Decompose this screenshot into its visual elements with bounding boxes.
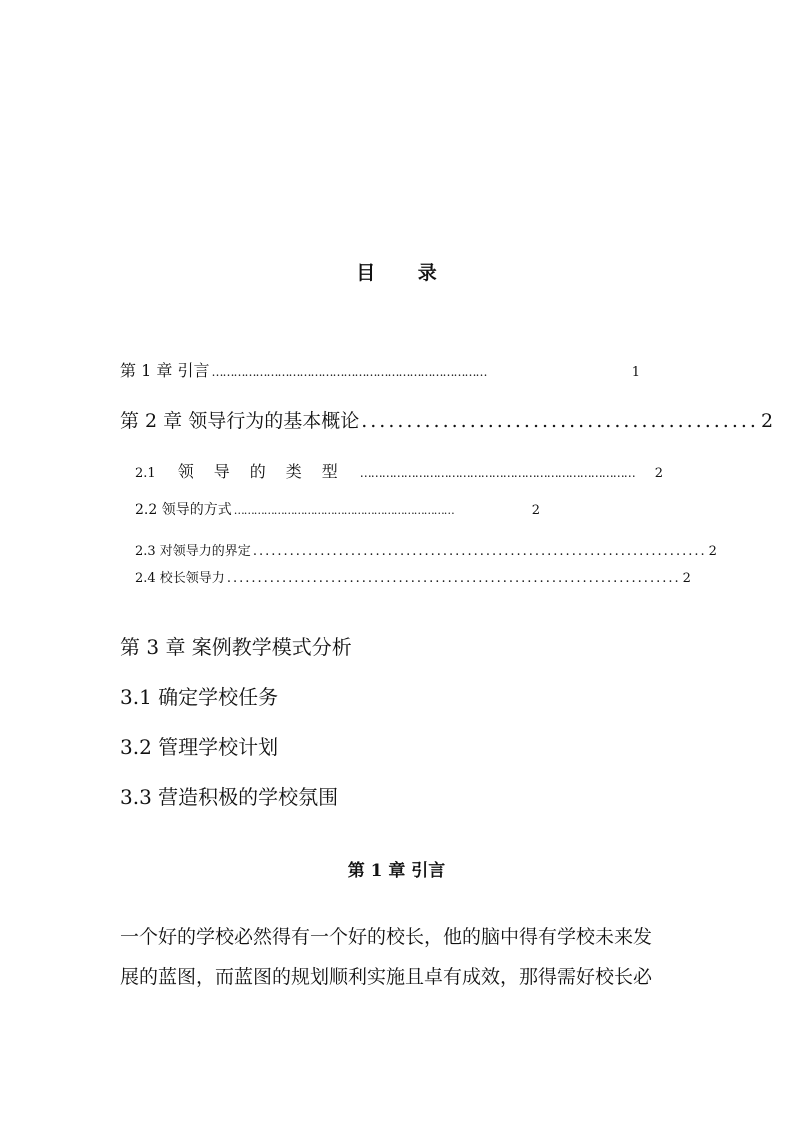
toc-page-number: 2 — [682, 571, 691, 586]
toc-entry-label — [135, 459, 358, 482]
toc-leader-dots: ………………………………………………………………… — [359, 466, 635, 480]
paragraph-line: 展的蓝图，而蓝图的规划顺利实施且卓有成效，那得需好校长必 — [120, 966, 653, 988]
chapter-1-heading: 第 1 章 引言 — [347, 861, 446, 881]
section-heading-chapter-3: 第 3 章 案例教学模式分析 — [120, 635, 352, 659]
toc-page-number: 1 — [631, 365, 640, 380]
toc-leader-dots: ............................................ — [361, 410, 759, 432]
toc-leader-dots: ………………………………………………………………… — [211, 365, 487, 379]
section-heading-3-2: 3.2 管理学校计划 — [120, 735, 279, 759]
section-heading-3-1: 3.1 确定学校任务 — [120, 685, 279, 709]
toc-entry-2-1[interactable] — [135, 459, 663, 482]
toc-entry-label: 2.2 领导的方式 — [135, 502, 232, 518]
toc-entry-chapter-2[interactable] — [120, 406, 774, 433]
toc-entry-chapter-1[interactable] — [120, 358, 640, 381]
toc-entry-2-3[interactable] — [135, 540, 717, 559]
toc-leader-dots: .......................................................................... — [252, 544, 707, 559]
toc-entry-2-4[interactable] — [135, 567, 691, 586]
toc-page-number: 2 — [708, 544, 717, 559]
toc-leader-dots: ………………………………………………………… — [233, 504, 454, 517]
toc-title: 目 录 — [356, 262, 455, 284]
paragraph-line: 一个好的学校必然得有一个好的校长，他的脑中得有学校未来发 — [120, 926, 653, 948]
toc-entry-number: 2.1 — [135, 466, 156, 481]
toc-entry-text: 领导的类型 — [177, 462, 358, 481]
toc-entry-label: 2.4 校长领导力 — [135, 571, 225, 586]
chapter-1-paragraph — [120, 917, 680, 997]
toc-entry-2-2[interactable] — [135, 499, 540, 519]
toc-entry-label: 2.3 对领导力的界定 — [135, 544, 251, 559]
section-heading-3-3: 3.3 营造积极的学校氛围 — [120, 785, 339, 809]
toc-page-number: 2 — [760, 410, 774, 432]
toc-entry-label: 第 2 章 领导行为的基本概论 — [120, 410, 360, 432]
toc-page-number: 2 — [654, 466, 663, 481]
toc-entry-label: 第 1 章 引言 — [120, 361, 210, 380]
toc-leader-dots: .......................................................................... — [226, 571, 681, 586]
toc-page-number: 2 — [531, 503, 540, 518]
